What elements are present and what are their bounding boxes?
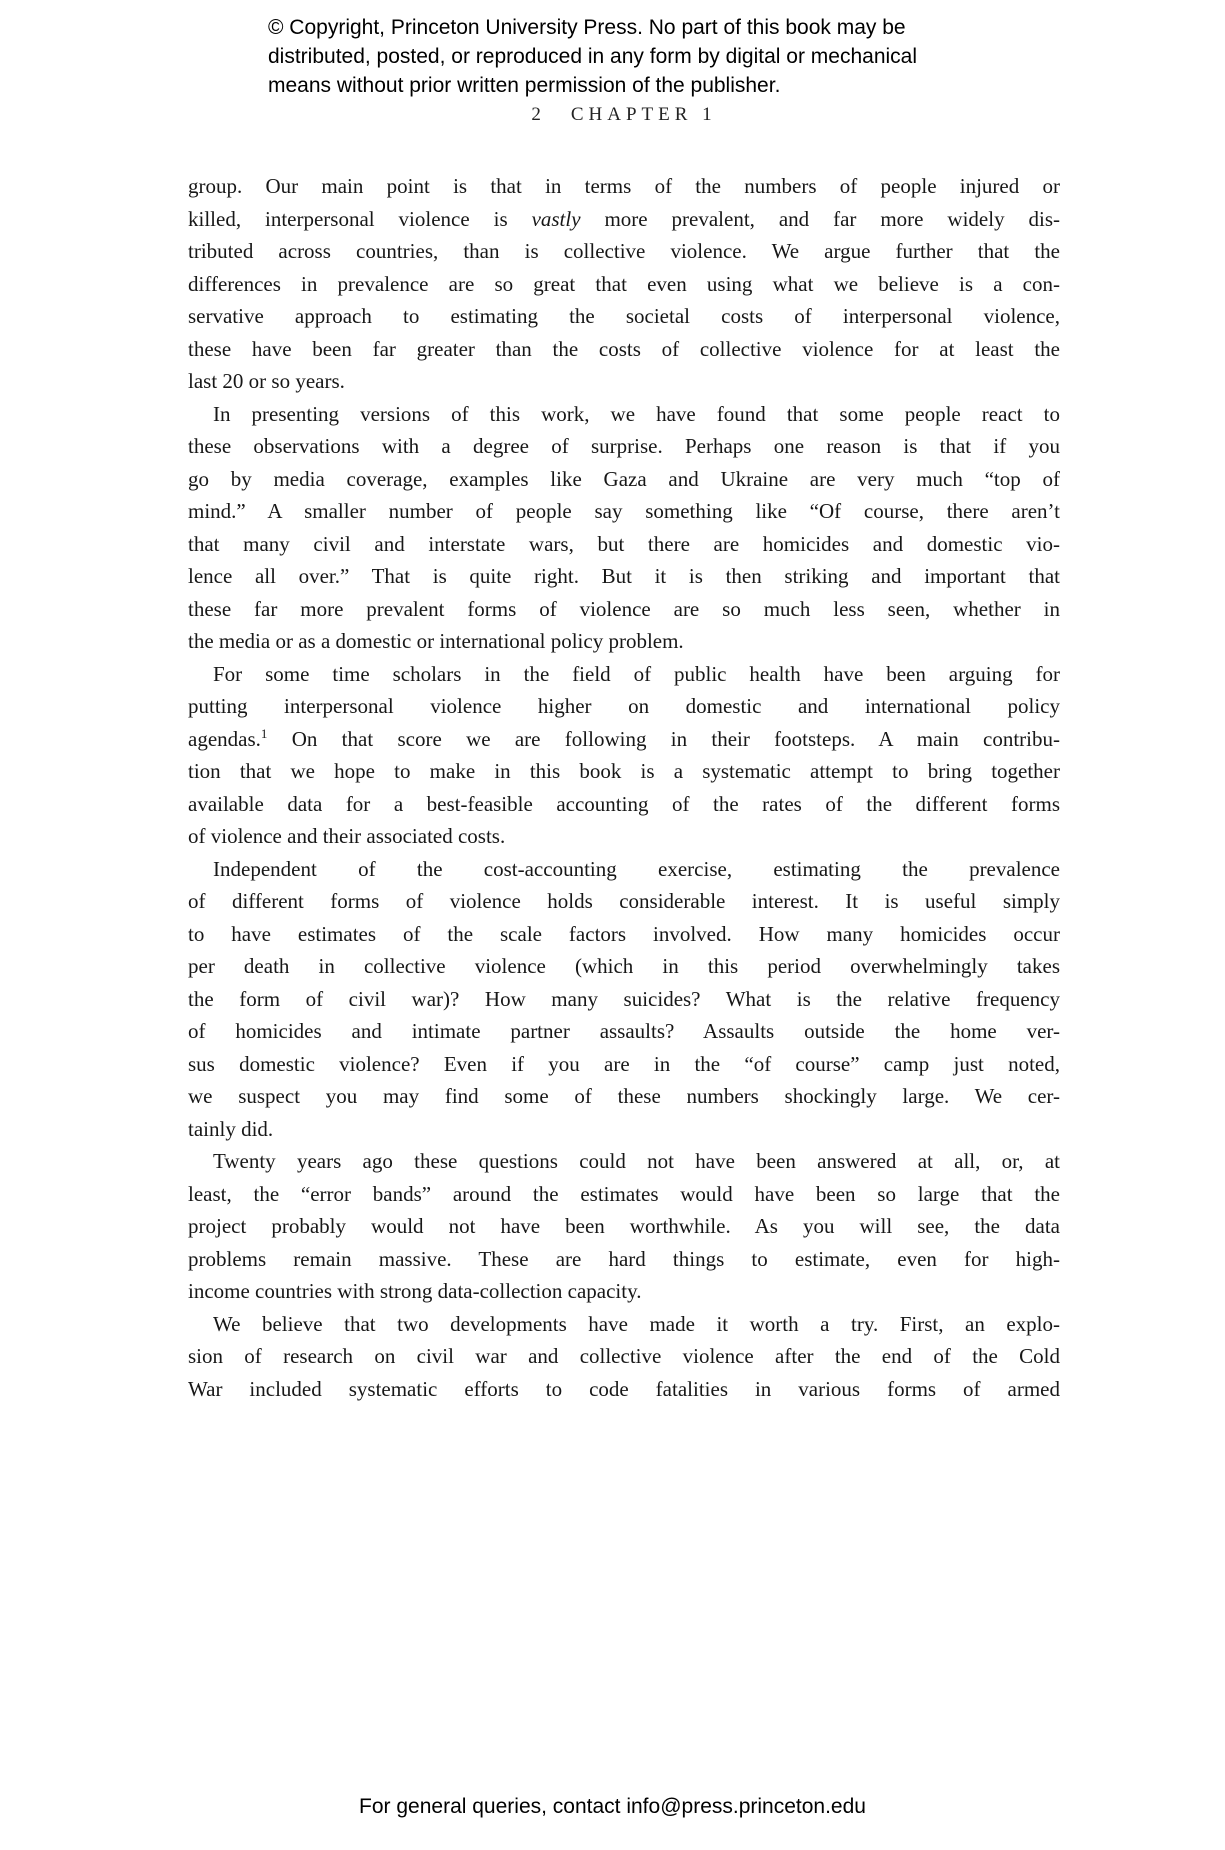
paragraph: [188, 1145, 1060, 1308]
text-run: In presenting versions of this work, we have found that some people react to: [213, 401, 1060, 426]
text-run: lence all over.” That is quite right. But it is then striking and important that: [188, 564, 1060, 588]
text-run: per death in collective violence (which in this period overwhelmingly takes: [188, 954, 1060, 978]
body-line: [188, 1178, 1060, 1211]
body-line: [188, 1340, 1060, 1373]
page-footer: [0, 1795, 1225, 1819]
text-run: tributed across countries, than is collective violence. We argue further that the: [188, 239, 1060, 263]
text-run: For some time scholars in the field of public health have been arguing for: [213, 661, 1060, 686]
body-line: [188, 820, 1060, 853]
text-run: sus domestic violence? Even if you are in the “of course” camp just noted,: [188, 1051, 1060, 1076]
body-line: [188, 755, 1060, 788]
body-line: [188, 918, 1060, 951]
copyright-line: means without prior written permission of the publisher.: [268, 74, 781, 97]
body-line: [188, 333, 1060, 366]
body-line: [188, 593, 1060, 626]
text-run: last 20 or so years.: [188, 369, 345, 393]
body-line: [188, 1048, 1060, 1081]
footer-contact-text: For general queries, contact info@press.princeton.edu: [359, 1795, 866, 1818]
body-line: [188, 528, 1060, 561]
text-run: War included systematic efforts to code fatalities in various forms of armed: [188, 1376, 1060, 1401]
text-run: the media or as a domestic or international policy problem.: [188, 629, 684, 653]
body-line: [188, 560, 1060, 593]
body-line: [188, 463, 1060, 496]
body-line: [188, 723, 1060, 756]
text-run: these have been far greater than the costs of collective violence for at least the: [188, 336, 1060, 361]
text-run: differences in prevalence are so great that even using what we believe is a con-: [188, 271, 1060, 296]
text-run: We believe that two developments have made it worth a try. First, an explo-: [213, 1311, 1060, 1336]
text-run: Twenty years ago these questions could not have been answered at all, or, at: [213, 1149, 1060, 1173]
text-run: that many civil and interstate wars, but there are homicides and domestic vio-: [188, 531, 1060, 556]
text-run: these far more prevalent forms of violence are so much less seen, whether in: [188, 596, 1060, 621]
text-run: of homicides and intimate partner assaults? Assaults outside the home ver-: [188, 1019, 1060, 1043]
text-run: of different forms of violence holds considerable interest. It is useful simply: [188, 889, 1060, 913]
text-run: go by media coverage, examples like Gaza and Ukraine are very much “top of: [188, 466, 1060, 491]
text-run: servative approach to estimating the societal costs of interpersonal violence,: [188, 304, 1060, 328]
body-line: [188, 788, 1060, 821]
body-line: [188, 1015, 1060, 1048]
body-line: [188, 430, 1060, 463]
text-run: killed, interpersonal violence is: [188, 206, 532, 231]
text-run: of violence and their associated costs.: [188, 824, 506, 848]
italic-text: vastly: [531, 206, 581, 231]
text-run: available data for a best-feasible accounting of the rates of the different forms: [188, 791, 1060, 816]
text-run: income countries with strong data-collection capacity.: [188, 1279, 642, 1303]
footnote-ref: 1: [260, 725, 268, 741]
text-run: least, the “error bands” around the estimates would have been so large that the: [188, 1181, 1060, 1206]
body-line: [188, 365, 1060, 398]
body-line: [188, 1373, 1060, 1406]
body-line: [188, 1308, 1060, 1341]
body-line: [188, 268, 1060, 301]
body-line: [188, 885, 1060, 918]
body-text: [188, 170, 1060, 1405]
text-run: sion of research on civil war and collective violence after the end of the Cold: [188, 1344, 1060, 1368]
text-run: Independent of the cost-accounting exercise, estimating the prevalence: [213, 856, 1060, 881]
body-line: [188, 300, 1060, 333]
page-number: 2: [531, 104, 543, 125]
paragraph: [188, 170, 1060, 398]
copyright-notice: [268, 13, 917, 100]
body-line: [188, 170, 1060, 203]
body-line: [188, 1113, 1060, 1146]
chapter-label: CHAPTER 1: [570, 104, 717, 125]
text-run: more prevalent, and far more widely dis-: [580, 206, 1060, 231]
text-run: On that score we are following in their footsteps. A main contribu-: [267, 726, 1060, 751]
text-run: project probably would not have been worthwhile. As you will see, the data: [188, 1214, 1060, 1238]
text-run: tainly did.: [188, 1116, 274, 1141]
paragraph: [188, 1308, 1060, 1406]
running-head: [188, 104, 1060, 126]
paragraph: [188, 853, 1060, 1146]
text-run: agendas.: [188, 726, 261, 751]
body-line: [188, 658, 1060, 691]
body-line: [188, 690, 1060, 723]
body-line: [188, 203, 1060, 236]
text-run: mind.” A smaller number of people say something like “Of course, there aren’t: [188, 499, 1060, 523]
text-run: group. Our main point is that in terms of the numbers of people injured or: [188, 174, 1060, 198]
text-run: to have estimates of the scale factors involved. How many homicides occur: [188, 921, 1060, 946]
body-line: [188, 398, 1060, 431]
text-run: problems remain massive. These are hard things to estimate, even for high-: [188, 1246, 1060, 1271]
copyright-line: © Copyright, Princeton University Press. No part of this book may be: [268, 16, 906, 39]
text-run: the form of civil war)? How many suicides? What is the relative frequency: [188, 986, 1060, 1011]
paragraph: [188, 398, 1060, 658]
body-line: [188, 1243, 1060, 1276]
text-run: these observations with a degree of surprise. Perhaps one reason is that if you: [188, 434, 1060, 458]
copyright-line: distributed, posted, or reproduced in any form by digital or mechanical: [268, 45, 918, 68]
body-line: [188, 1275, 1060, 1308]
body-line: [188, 853, 1060, 886]
body-line: [188, 235, 1060, 268]
body-line: [188, 950, 1060, 983]
body-line: [188, 983, 1060, 1016]
text-run: we suspect you may find some of these numbers shockingly large. We cer-: [188, 1084, 1060, 1108]
body-line: [188, 625, 1060, 658]
paragraph: [188, 658, 1060, 853]
body-line: [188, 1145, 1060, 1178]
body-line: [188, 1210, 1060, 1243]
text-run: putting interpersonal violence higher on domestic and international policy: [188, 694, 1060, 718]
text-run: tion that we hope to make in this book is a systematic attempt to bring together: [188, 759, 1060, 783]
body-line: [188, 495, 1060, 528]
body-line: [188, 1080, 1060, 1113]
